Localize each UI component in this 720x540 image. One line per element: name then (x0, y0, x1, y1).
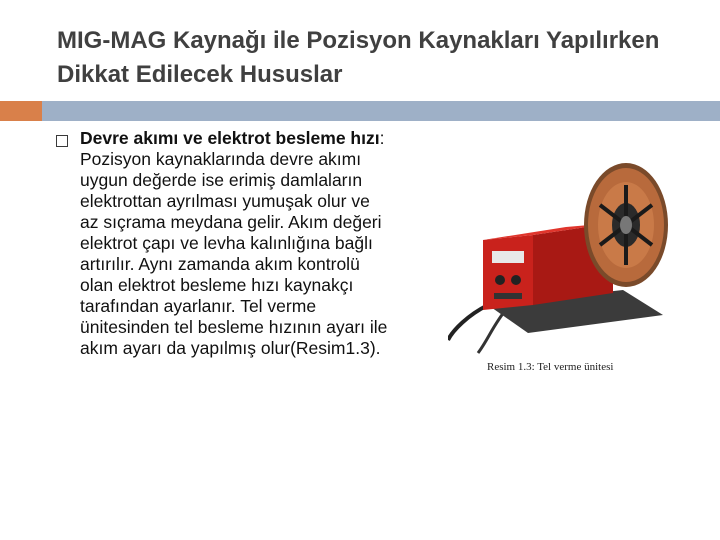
bullet-square-icon (56, 135, 68, 147)
wire-feeder-unit-image (448, 155, 678, 355)
slide-title: MIG-MAG Kaynağı ile Pozisyon Kaynakları Yapılırken Dikkat Edilecek Hususlar (57, 27, 660, 88)
bullet-term: Devre akımı ve elektrot besleme hızı (80, 128, 380, 148)
bullet-paragraph (80, 128, 390, 359)
bullet-text: : Pozisyon kaynaklarında devre akımı uygun değerde ise erimiş damlaların elektrottan ayrılması yumuşak olur ve az sıçrama meydana gelir. Akım değeri elektrot çapı ve levha kalınlığına bağlı artırılır. Aynı zamanda akım kontrolü olan elektrot besleme hızı kaynakçı tarafından ayarlanır. Tel verme ünitesinden tel besleme hızının ayarı ile akım ayarı da yapılmış olur(Resim1.3). (80, 128, 388, 358)
title-rule-bar (42, 101, 720, 121)
title-rule-accent (0, 101, 42, 121)
figure-caption: Resim 1.3: Tel verme ünitesi (487, 361, 614, 373)
